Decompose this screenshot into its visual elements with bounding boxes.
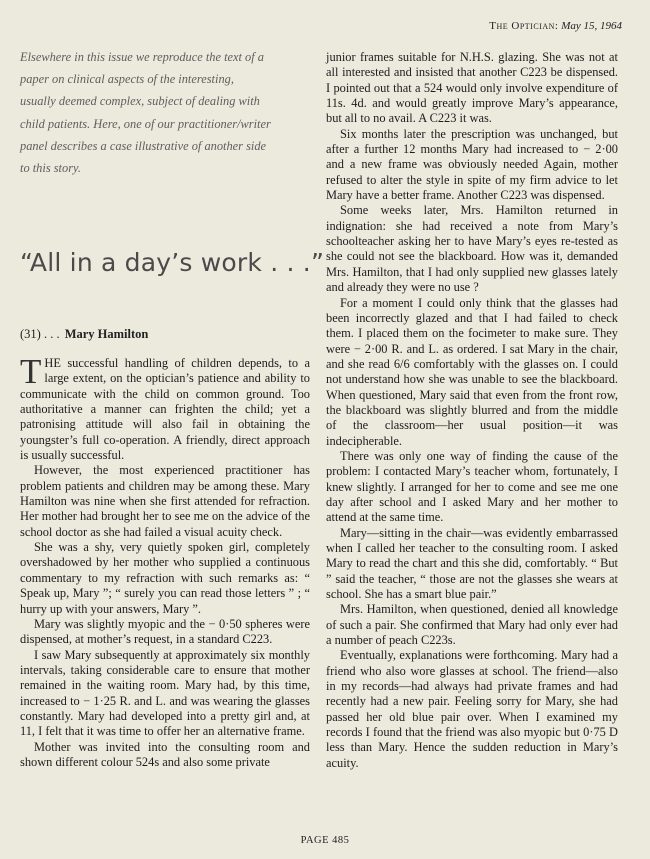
series-number: (31) . . .: [20, 327, 60, 341]
drop-cap: T: [20, 352, 42, 391]
left-column: [20, 352, 310, 770]
byline: [20, 327, 310, 342]
body-paragraph: There was only one way of finding the cause of the problem: I contacted Mary’s teacher whom, fortunately, I knew slightly. I arranged for her to come and see me one day after school and I asked Mary and her mother to attend at the same time.: [326, 448, 618, 525]
body-paragraph: Mary—sitting in the chair—was evidently embarrassed when I called her teacher to the consulting room. I asked Mary to read the chart and this she did, comfortably. “ But ” said the teacher, “ those are not the glasses she wears at school. She has a smart blue pair.”: [326, 525, 618, 602]
body-paragraph: Mary was slightly myopic and the − 0·50 spheres were dispensed, at mother’s request, in a standard C223.: [20, 616, 310, 647]
body-paragraph: I saw Mary subsequently at approximately six monthly intervals, taking considerable care to ensure that mother remained in the waiting room. Mary had, by this time, increased to − 1·25 R. and L. and was wearing the glasses constantly. Mary had developed into a pretty girl and, at 11, I felt that it was time to offer her an alternative frame.: [20, 647, 310, 739]
running-header: [489, 20, 622, 32]
page-number: PAGE 485: [300, 835, 350, 846]
right-column: [326, 50, 618, 771]
issue-date: May 15, 1964: [561, 20, 622, 32]
author-name: Mary Hamilton: [64, 327, 149, 341]
body-paragraph: For a moment I could only think that the glasses had been incorrectly glazed and that I had failed to check them. I placed them on the focimeter to make sure. They were − 2·00 R. and L. as ordered. I sat Mary in the chair, and she read 6/6 comfortably with the glasses on. I could not understand how she was unable to see the blackboard. When questioned, Mary said that even from the front row, the blackboard was slightly blurred and from the middle of the classroom—her usual position—it was indecipherable.: [326, 295, 618, 448]
body-paragraph: [20, 352, 310, 463]
publication-name: The Optician:: [489, 20, 559, 32]
body-paragraph: Eventually, explanations were forthcoming. Mary had a friend who also wore glasses at school. The friend—also in my records—had always had private frames and had recently had a new pair. Feeling sorry for Mary, she had passed her old blue pair over. When I examined my records I found that the friend was also myopic but 0·75 D less than Mary. Hence the sudden reduction in Mary’s acuity.: [326, 648, 618, 770]
body-paragraph: Mrs. Hamilton, when questioned, denied all knowledge of such a pair. She confirmed that Mary had only ever had a number of peach C223s.: [326, 602, 618, 648]
body-paragraph: Mother was invited into the consulting room and shown different colour 524s and also some private: [20, 739, 310, 769]
body-paragraph: She was a shy, very quietly spoken girl, completely overshadowed by her mother who supplied a continuous commentary to my refraction with such remarks as: “ Speak up, Mary ”; “ surely you can read those letters ” ; “ hurry up with your answers, Mary ”.: [20, 540, 310, 616]
paragraph-text: HE successful handling of children depends, to a large extent, on the optician’s patience and ability to communicate with the child on common ground. Too authoritative a manner can frighten the child; yet a patronising attitude will also fail in obtaining the youngster’s full co-operation. A friendly, direct approach is usually successful.: [20, 356, 310, 463]
article-title: “All in a day’s work . . .”: [20, 248, 325, 277]
body-paragraph: junior frames suitable for N.H.S. glazing. She was not at all interested and insisted that another C223 be dispensed. I pointed out that a 524 would only involve expenditure of 11s. 4d. and would greatly improve Mary’s appearance, but all to no avail. A C223 it was.: [326, 50, 618, 126]
body-paragraph: Some weeks later, Mrs. Hamilton returned in indignation: she had received a note from Mary’s schoolteacher asking her to have Mary’s eyes re-tested as she could not see the blackboard. How was it, demanded Mrs. Hamilton, that I had only supplied new glasses lately and already they were no use ?: [326, 203, 618, 295]
body-paragraph: However, the most experienced practitioner has problem patients and children may be among these. Mary Hamilton was nine when she first attended for refraction. Her mother had brought her to see me on the advice of the school doctor as she had failed a visual acuity check.: [20, 463, 310, 539]
body-paragraph: Six months later the prescription was unchanged, but after a further 12 months Mary had increased to − 2·00 and a new frame was obviously needed Again, mother refused to alter the style in spite of my firm advice to let Mary have a better frame. Another C223 was dispensed.: [326, 126, 618, 203]
intro-paragraph: Elsewhere in this issue we reproduce the text of a paper on clinical aspects of the interesting, usually deemed complex, subject of dealing with child patients. Here, one of our practitioner/writer panel describes a case illustrative of another side to this story.: [20, 50, 271, 176]
